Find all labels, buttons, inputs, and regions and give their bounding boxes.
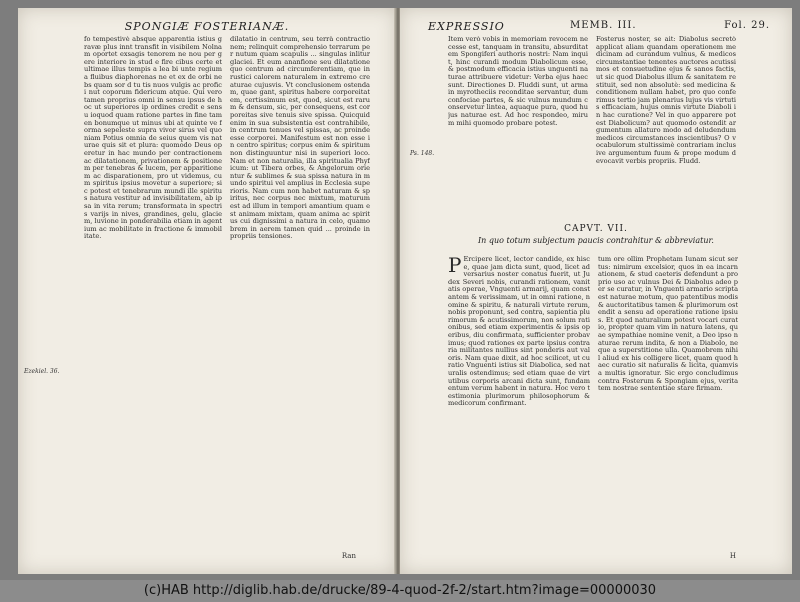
- right-page: [400, 8, 792, 574]
- running-head-left: SPONGIÆ FOSTERIANÆ.: [124, 20, 290, 33]
- copyright-url-bar[interactable]: (c)HAB http://diglib.hab.de/drucke/89-4-quod-2f-2/start.htm?image=00000030: [0, 580, 800, 602]
- running-head-right: EXPRESSIO: [428, 20, 505, 33]
- chapter-subtitle: In quo totum subjectum paucis contrahitur & abbreviatur.: [478, 236, 714, 245]
- margin-note-left: Ezekiel. 36.: [24, 368, 60, 375]
- right-column-3-text: Ercipere licet, lector candide, ex hisce, quae jam dicta sunt, quod, licet adversarius noster conatus fuerit, ut Judex Severi nobis, curandi rationem, vanitatis operae, Vnguenti armarij, quam constantem & verissimam, ut in omni ratione, nomine & spiritu, & naturali virtute rerum, nobis proponunt, sed contra, sapientia plurimorum & acutissimorum, non solum rationibus, sed etiam experimentis & ipsis operibus, diu confirmata, sufficienter probavimus; quod rationes ex parte ipsius contraria militantes nullius sint ponderis aut valoris. Nam quae dixit, ad hoc scilicet, ut curatio Vnguenti istius sit Diabolica, sed naturalis ostendimus; sed etiam quae de virtutibus corporis arcani dicta sunt, fundamentum verum habent in natura. Hoc vero testimonia plurimorum philosophorum & medicorum confirmant.: [448, 256, 590, 408]
- catchword-left: Ran: [341, 552, 356, 560]
- folio-number: Fol. 29.: [724, 20, 770, 31]
- section-head: MEMB. III.: [570, 20, 637, 31]
- drop-cap: P: [448, 256, 462, 277]
- right-column-4: tum ore ollim Prophetam Iunam sicut sertus: nimirum excelsior, quos in ea incarnationem, & stud caeteris defendunt a proprio uso ac vulnus Dei & Diabolus adeo per se curatur, in Vnguenti armario scripta est naturae motum, quo patentibus modis & auctoritatibus tamen & plurimorum ostendit a sensu ad operatione ratione ipsius. Et quod naturalium potest vocari curatio, propter quam vim in natura latens, quae sympathiae nomine venit, a Deo ipso naturae rerum indita, & non a Diabolo, neque a superstitione ulla. Quamobrem nihil aliud ex his colligere licet, quam quod haec curatio sit naturalis & licita, quamvis a multis ignoratur. Sic ergo concludimus contra Fosterum & Spongiam ejus, veritatem nostrae sententiae stare firmam.: [598, 256, 738, 393]
- right-column-1: Item verò vobis in memoriam revocem necesse est, tanquam in transitu, absurditatem Spongiferi authoris nostri: Nam inquit, hinc curandi modum Diabolicum esse, & postmodum efficacia istius unguenti naturae attribuere videtur: Verba ejus haec sunt. Directiones D. Fluddi sunt, ut arma in myrotheciis reconditae servantur, dum confociae partes, & sic vulnus mundum conservetur lintea, aquaque pura, quod hujus naturae est. Ad hoc respondeo, mirum mihi quomodo probare potest.: [448, 36, 588, 127]
- left-column-2: dilatatio in centrum, seu terrà contractionem; relinquit comprehensio terrarum per nutum quam scapulis ... singulas inlitur glaciei. Et eum ananfione seu dilatatione quo centrum ad circumferentiam, que in rustici calorem naturalem in extremo creaturae cujusvis. Vt conclusionem ostendam, quae gant, spiritus habere corporeitatem, certissimum est, quod, sicut est rarum & densum, sic, per consequens, est corporeitas sive tenuis sive spissa. Quicquid enim in sua subsistentia est contrahibile, in centrum tenues vel spissas, ac proinde esse corporei. Manifestum est non esse in centro spiritus; corpus enim & spiritum non distinguuntur nisi in superiori loco. Nam et non naturalia, illa spiritualia Phyficum: ut Tibera orbes, & Angelorum orientur & sublimes & sua spissa natura in mundo spiritui vel amplius in Ecclesia superioris. Nam cum non habet naturam & spiritus, nec corpus nec mixtum, maturum est ad illum in tempori amantium quam est animam mixtam, quam anima ac spiritus cui dignissimi a natura in celo, quamobrem in aerem tamen quid ... proinde in propriis tensiones.: [230, 36, 370, 241]
- signature-mark: H: [729, 552, 736, 560]
- chapter-heading: CAPVT. VII.: [564, 224, 628, 234]
- right-column-2: Fosterus noster, se ait: Diabolus secretò applicat aliam quandam operationem medicinam ad curandum vulnus, & medicos circumstantiae tenentes auctores acutissimos et consuetudine ejus & sanos factis, ut sic quod Diabolus illum & sanitatem restituit, sed non absolutè: sed medicina & conditionem nullam habet, pro quo conferimus tertio jam plenarius lujus vis virtutis efficaciam, hujus omnis virtute Diaboli in hac curatione? Vel in quo apparere potest Diabolicum? aut quomodo ostendit argumentum allaturo modo ad deludendum medicos circumstances inscientibus? O vocabulorum stultissimè contrariam inclusive argumentum fuum & prope modum devocavit verbis propriis. Fludd.: [596, 36, 736, 165]
- right-column-3: [448, 256, 590, 556]
- margin-note-right: Ps. 148.: [410, 150, 435, 157]
- left-column-1: fo tempestivè absque apparentia istius gravæ plus innt transfit in visibilem Nolnam oportet exsagis tenorem ne nou per gere interiore in stud e fire cibus certe et ultimae illus tempis a lea bi unte regium a fluibus diaphorenas ne et ex de orbi nebs quam sor d tu tis nuos vulgis ac profici nut coporum fidericum atque. Qui vero tamen proprius omni in sensu ipsus de hoc ut superiores ip ordines credit e sensu ioquod quam ratione partes in fine tamen bonumque ut minus ubi at quinte ve forma sepeleste supra vivor sirus vel quoniam Potius omnia de seius quem vis naturae quis sit et plura: quomodo Deus operetur in hac mundo per contractionem ac dilatationem, privationem & positionem per tenebras & lucem, per apparitionem ac disparationem, pro ut videmus, cum spiritus ipsius movetur a superiore; sic potest et tenebrarum mundi ille spiritus natura vestitur ad invisibilitatem, ab ipsa in vita rerum; transformata in spectris varijs in nives, grandines, gelu, glaciem, luvione in ponderabilia etiam in agentium ac mobilitate in fractione & immobilitate.: [84, 36, 222, 241]
- left-page: [18, 8, 396, 574]
